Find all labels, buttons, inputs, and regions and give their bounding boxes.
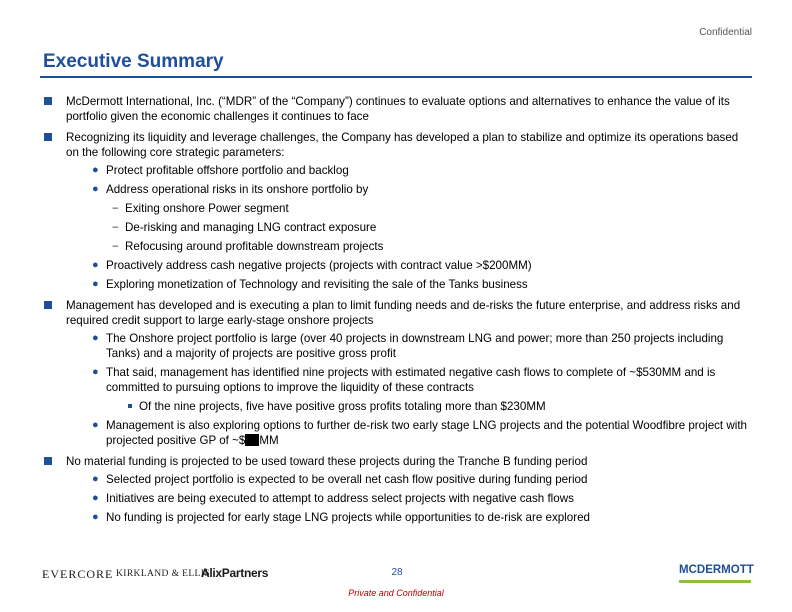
evercore-logo: EVERCORE bbox=[42, 567, 114, 581]
dot-bullet-icon: ● bbox=[92, 473, 99, 485]
square-bullet-icon bbox=[44, 97, 52, 105]
list-item: ● Management is also exploring options to further de-risk two early stage LNG projects and the potential Woodfibre project with projected positive GP of ~$ MM bbox=[92, 419, 747, 447]
dash-bullet-icon: − bbox=[112, 202, 119, 215]
summary-body bbox=[44, 94, 749, 531]
dot-bullet-icon: ● bbox=[92, 419, 99, 431]
title-divider bbox=[40, 76, 752, 78]
footer bbox=[0, 560, 792, 590]
bullet-text: No material funding is projected to be used toward these projects during the Tranche B funding period bbox=[66, 455, 588, 468]
list-item: ● Protect profitable offshore portfolio and backlog bbox=[92, 164, 349, 177]
sub-list bbox=[66, 163, 749, 292]
list-item: ● The Onshore project portfolio is large (over 40 projects in downstream LNG and power; more than 250 projects including Tanks) and a majority of projects are positive gross profit bbox=[92, 332, 724, 360]
list-item: ● Address operational risks in its onshore portfolio by bbox=[92, 183, 369, 196]
dot-bullet-icon: ● bbox=[92, 366, 99, 378]
bullet-management-plan bbox=[44, 298, 749, 448]
dot-bullet-icon: ● bbox=[92, 259, 99, 271]
list-item: ● Proactively address cash negative projects (projects with contract value >$200MM) bbox=[92, 259, 532, 272]
dot-bullet-icon: ● bbox=[92, 332, 99, 344]
page-number: 28 bbox=[391, 567, 403, 578]
sub-list bbox=[66, 331, 749, 448]
square-bullet-icon bbox=[44, 133, 52, 141]
square-bullet-icon bbox=[44, 301, 52, 309]
sub-list bbox=[66, 472, 749, 525]
bullet-evaluate-options bbox=[44, 94, 749, 124]
square-bullet-icon bbox=[44, 457, 52, 465]
dot-bullet-icon: ● bbox=[92, 183, 99, 195]
list-item: ● No funding is projected for early stage LNG projects while opportunities to de-risk are explored bbox=[92, 511, 590, 524]
list-item: − De-risking and managing LNG contract exposure bbox=[112, 221, 377, 234]
list-item: ● That said, management has identified nine projects with estimated negative cash flows to complete of ~$530MM and is committed to pursuing options to improve the liquidity of these contracts bbox=[92, 366, 716, 394]
page-title: Executive Summary bbox=[43, 51, 224, 72]
list-item: − Exiting onshore Power segment bbox=[112, 202, 289, 215]
dash-bullet-icon: − bbox=[112, 221, 119, 234]
bullet-no-funding bbox=[44, 454, 749, 525]
small-square-bullet-icon bbox=[128, 404, 132, 408]
bullet-text: McDermott International, Inc. (“MDR” of the “Company”) continues to evaluate options and alternatives to enhance the value of its portfolio given the economic challenges it continues to face bbox=[66, 95, 730, 123]
list-item: Of the nine projects, five have positive gross profits totaling more than $230MM bbox=[66, 399, 749, 414]
bullet-text: Management has developed and is executing a plan to limit funding needs and de-risks the future enterprise, and address risks and required credit support to large early-stage onshore projects bbox=[66, 299, 741, 327]
dot-bullet-icon: ● bbox=[92, 164, 99, 176]
dot-bullet-icon: ● bbox=[92, 511, 99, 523]
mcdermott-logo: MCDERMOTT bbox=[679, 564, 751, 583]
bullet-stabilize-plan bbox=[44, 130, 749, 292]
dot-bullet-icon: ● bbox=[92, 492, 99, 504]
bullet-text: Recognizing its liquidity and leverage challenges, the Company has developed a plan to stabilize and optimize its operations based on the following core strategic parameters: bbox=[66, 131, 739, 159]
alixpartners-logo: AlixPartners bbox=[201, 566, 269, 580]
list-item: − Refocusing around profitable downstream projects bbox=[112, 240, 384, 253]
kirkland-ellis-logo: KIRKLAND & ELLIS bbox=[116, 569, 211, 579]
dash-bullet-icon: − bbox=[112, 240, 119, 253]
redaction-box bbox=[245, 434, 259, 446]
list-item: ● Initiatives are being executed to attempt to address select projects with negative cash flows bbox=[92, 492, 574, 505]
dot-bullet-icon: ● bbox=[92, 278, 99, 290]
list-item: ● Exploring monetization of Technology and revisiting the sale of the Tanks business bbox=[92, 278, 528, 291]
private-confidential-label: Private and Confidential bbox=[348, 588, 444, 598]
list-item: ● Selected project portfolio is expected to be overall net cash flow positive during funding period bbox=[92, 473, 588, 486]
confidential-label: Confidential bbox=[699, 27, 752, 38]
